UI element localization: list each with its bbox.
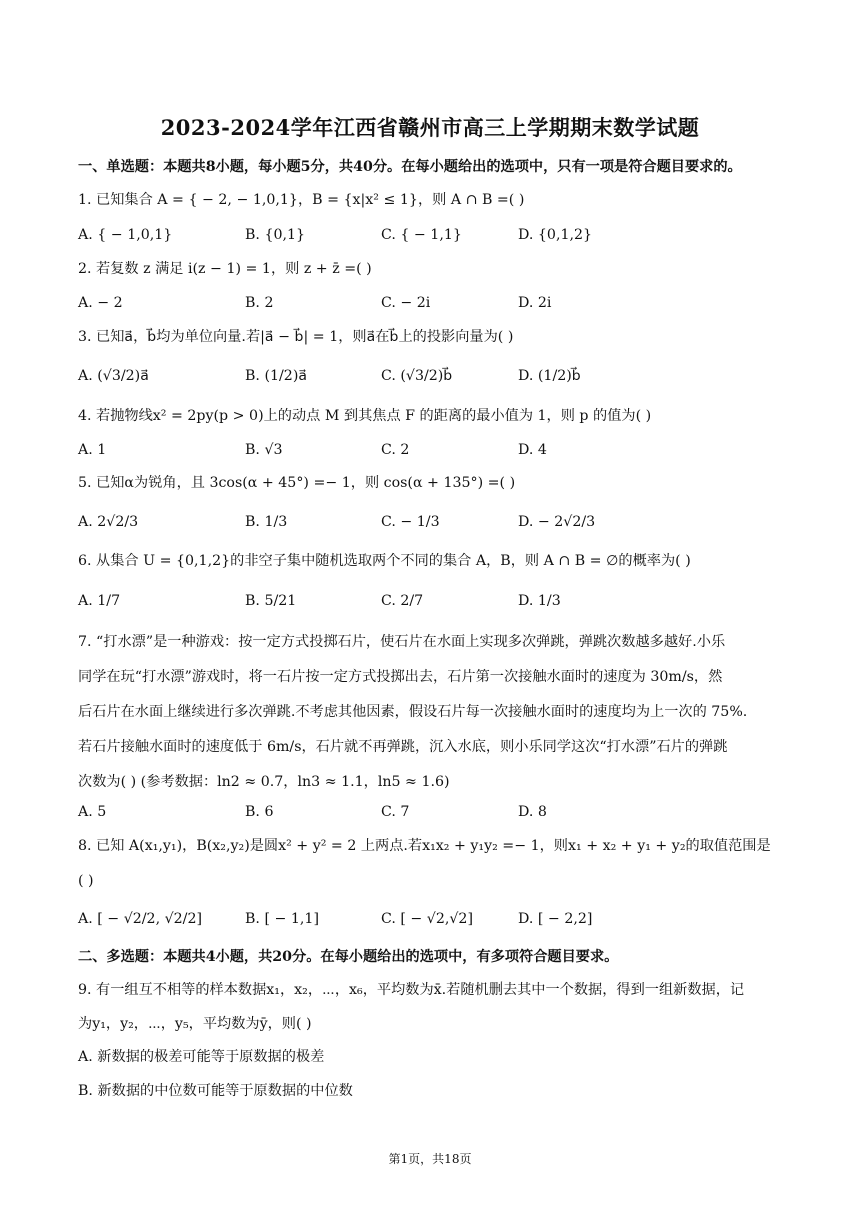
option-d: D. 4: [518, 442, 547, 458]
option-c: C. (√3/2)b⃗: [381, 368, 453, 384]
question-2-stem: 2. 若复数 z 满足 i(z − 1) = 1，则 z + z̄ =( ): [78, 261, 372, 277]
question-3-stem: 3. 已知a⃗，b⃗均为单位向量.若|a⃗ − b⃗| = 1，则a⃗在b⃗上的投影向量为( ): [78, 329, 514, 345]
option-d: D. {0,1,2}: [518, 227, 593, 243]
option-b: B. 5/21: [245, 593, 297, 609]
question-7-line: 同学在玩“打水漂”游戏时，将一石片按一定方式投掷出去，石片第一次接触水面时的速度为 30m/s，然: [78, 669, 723, 685]
option-a: A. (√3/2)a⃗: [78, 368, 149, 384]
option-b: B. 2: [245, 295, 274, 311]
option-b: B. 1/3: [245, 514, 288, 530]
option-d: D. (1/2)b⃗: [518, 368, 581, 384]
question-9-line: 为y₁，y₂，⋯，y₅，平均数为ȳ，则( ): [78, 1016, 312, 1032]
option-a: A. 1/7: [78, 593, 121, 609]
option-c: C. 2: [381, 442, 410, 458]
option-b: B. 6: [245, 804, 274, 820]
option-b: B. {0,1}: [245, 227, 306, 243]
question-4-stem: 4. 若抛物线x² = 2py(p > 0)上的动点 M 到其焦点 F 的距离的最小值为 1，则 p 的值为( ): [78, 408, 652, 424]
option-a: A. 2√2/3: [78, 514, 139, 530]
question-6-stem: 6. 从集合 U = {0,1,2}的非空子集中随机选取两个不同的集合 A，B，则 A ∩ B = ∅的概率为( ): [78, 553, 691, 569]
option-c: C. [ − √2,√2]: [381, 911, 473, 927]
section-header-multiple-choice: 二、多选题：本题共4小题，共20分。在每小题给出的选项中，有多项符合题目要求。: [78, 949, 619, 965]
option-a: A. 5: [78, 804, 107, 820]
option-b: B. 新数据的中位数可能等于原数据的中位数: [78, 1083, 353, 1099]
option-d: D. 2i: [518, 295, 552, 311]
option-d: D. − 2√2/3: [518, 514, 596, 530]
option-c: C. 2/7: [381, 593, 424, 609]
option-b: B. [ − 1,1]: [245, 911, 319, 927]
option-a: A. − 2: [78, 295, 123, 311]
question-1-stem: 1. 已知集合 A = { − 2, − 1,0,1}，B = {x|x² ≤ 1}，则 A ∩ B =( ): [78, 192, 525, 208]
question-7-line: 若石片接触水面时的速度低于 6m/s，石片就不再弹跳，沉入水底，则小乐同学这次“打水漂”石片的弹跳: [78, 739, 728, 755]
option-a: A. [ − √2/2, √2/2]: [78, 911, 203, 927]
question-7-line: 后石片在水面上继续进行多次弹跳.不考虑其他因素，假设石片每一次接触水面时的速度均为上一次的 75%.: [78, 704, 748, 720]
section-header-single-choice: 一、单选题：本题共8小题，每小题5分，共40分。在每小题给出的选项中，只有一项是符合题目要求的。: [78, 159, 742, 175]
question-7-line: 次数为( ) (参考数据：ln2 ≈ 0.7，ln3 ≈ 1.1，ln5 ≈ 1.6): [78, 774, 450, 790]
option-a: A. { − 1,0,1}: [78, 227, 173, 243]
page-footer: 第1页，共18页: [388, 1152, 472, 1166]
option-b: B. (1/2)a⃗: [245, 368, 308, 384]
option-a: A. 1: [78, 442, 107, 458]
page-title: 2023-2024学年江西省赣州市高三上学期期末数学试题: [160, 115, 700, 140]
option-d: D. 8: [518, 804, 547, 820]
question-8-line: 8. 已知 A(x₁,y₁)，B(x₂,y₂)是圆x² + y² = 2 上两点.若x₁x₂ + y₁y₂ =− 1，则x₁ + x₂ + y₁ + y₂的取值范围是: [78, 838, 771, 854]
option-d: D. 1/3: [518, 593, 561, 609]
option-d: D. [ − 2,2]: [518, 911, 593, 927]
option-c: C. − 1/3: [381, 514, 440, 530]
option-a: A. 新数据的极差可能等于原数据的极差: [78, 1049, 325, 1065]
option-b: B. √3: [245, 442, 283, 458]
question-9-line: 9. 有一组互不相等的样本数据x₁，x₂，⋯，x₆，平均数为x̄.若随机删去其中一个数据，得到一组新数据，记: [78, 982, 745, 998]
option-c: C. − 2i: [381, 295, 431, 311]
option-c: C. 7: [381, 804, 410, 820]
question-5-stem: 5. 已知α为锐角，且 3cos(α + 45°) =− 1，则 cos(α + 135°) =( ): [78, 475, 516, 491]
option-c: C. { − 1,1}: [381, 227, 462, 243]
question-8-line: ( ): [78, 873, 94, 889]
question-7-line: 7. “打水漂”是一种游戏：按一定方式投掷石片，使石片在水面上实现多次弹跳，弹跳次数越多越好.小乐: [78, 634, 726, 650]
